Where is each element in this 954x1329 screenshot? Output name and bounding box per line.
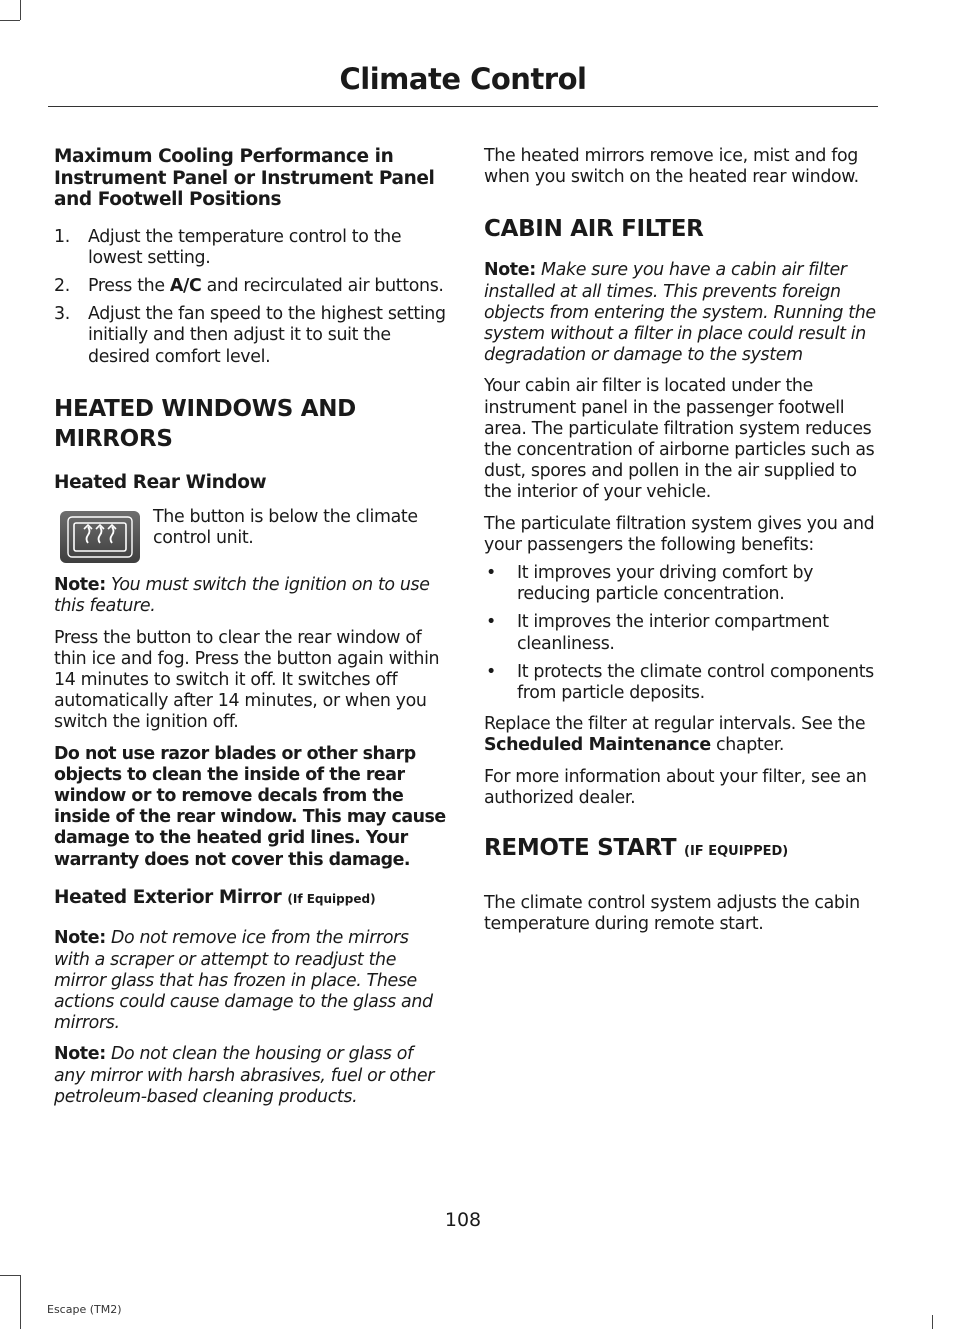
- rear-defrost-icon: [60, 511, 140, 563]
- note-text: You must switch the ignition on to use this feature.: [54, 575, 430, 617]
- cabin-filter-more-info: For more information about your filter, see an authorized dealer.: [484, 766, 867, 808]
- step-text: Press the: [88, 275, 170, 296]
- scheduled-maintenance-ref: Scheduled Maintenance: [484, 735, 711, 756]
- note-text: Do not remove ice from the mirrors with a scraper or attempt to readjust the mirror glass that has frozen in place. These actions could cause damage to the glass and mirrors.: [54, 928, 433, 1034]
- step-number: 3.: [54, 304, 70, 325]
- page-number: 108: [444, 1209, 482, 1231]
- exterior-mirror-title: Heated Exterior Mirror: [54, 886, 282, 908]
- if-equipped-tag: (IF EQUIPPED): [684, 844, 789, 860]
- note-text: Do not clean the housing or glass of any mirror with harsh abrasives, fuel or other petroleum-based cleaning products.: [54, 1044, 435, 1107]
- bullet-text: It improves your driving comfort by reducing particle concentration.: [517, 563, 814, 605]
- rear-window-icon-text: The button is below the climate control unit.: [153, 507, 418, 549]
- ac-button-label: A/C: [169, 275, 202, 296]
- remote-start-heading: [484, 833, 876, 867]
- footer-model: Escape (TM2): [47, 1303, 122, 1316]
- crop-mark: [20, 1275, 21, 1329]
- cabin-filter-replace: [484, 714, 876, 756]
- note-text: Make sure you have a cabin air filter installed at all times. This prevents foreign objects from entering the system. Running the system without a filter in place could result in degradation or damage to the system: [484, 260, 876, 366]
- note-label: Note:: [484, 260, 536, 281]
- bullet-text: It improves the interior compartment cleanliness.: [517, 612, 829, 654]
- exterior-mirror-note-2: [54, 1044, 446, 1108]
- max-cooling-heading: Maximum Cooling Performance in Instrument Panel or Instrument Panel and Footwell Positions: [54, 146, 435, 210]
- cabin-filter-heading: CABIN AIR FILTER: [484, 216, 704, 243]
- rear-window-body: Press the button to clear the rear window of thin ice and fog. Press the button again within 14 minutes to switch it off. It switches off automatically after 14 minutes, or when you switch the ignition off.: [54, 627, 440, 733]
- crop-mark: [20, 0, 21, 20]
- note-label: Note:: [54, 928, 106, 949]
- list-item: [54, 276, 446, 297]
- bullet: •: [486, 661, 496, 682]
- page-title: Climate Control: [339, 62, 587, 96]
- cabin-filter-benefits-intro: The particulate filtration system gives you and your passengers the following benefits:: [484, 513, 875, 555]
- replace-text: chapter.: [710, 735, 785, 756]
- crop-mark: [932, 1315, 933, 1329]
- rear-window-note: [54, 575, 446, 617]
- note-label: Note:: [54, 575, 106, 596]
- list-item: [484, 563, 876, 605]
- cabin-filter-location: Your cabin air filter is located under the instrument panel in the passenger footwell area. The particulate filtration system reduces the concentration of airborne particles such as dust, spores and pollen in the air supplied to the interior of your vehicle.: [484, 376, 875, 503]
- title-divider: [48, 106, 878, 107]
- step-number: 2.: [54, 275, 70, 296]
- right-column: [484, 146, 876, 945]
- remote-start-title: REMOTE START: [484, 835, 677, 862]
- rear-window-icon-row: [54, 507, 446, 565]
- bullet-text: It protects the climate control components from particle deposits.: [517, 661, 874, 704]
- rear-window-heading: Heated Rear Window: [54, 471, 267, 493]
- exterior-mirror-note-1: [54, 928, 446, 1034]
- remote-start-body: The climate control system adjusts the cabin temperature during remote start.: [484, 893, 860, 935]
- list-item: [54, 304, 446, 368]
- cabin-filter-note: [484, 260, 876, 366]
- list-item: [54, 227, 446, 269]
- bullet: •: [486, 612, 496, 633]
- step-text: Adjust the fan speed to the highest setting initially and then adjust it to suit the desired comfort level.: [88, 304, 446, 367]
- note-label: Note:: [54, 1044, 106, 1065]
- list-item: [484, 662, 876, 704]
- crop-mark: [0, 20, 20, 21]
- max-cooling-steps: [54, 227, 446, 368]
- cabin-filter-benefits: [484, 563, 876, 704]
- rear-window-warning: Do not use razor blades or other sharp objects to clean the inside of the rear window or to remove decals from the inside of the rear window. This may cause damage to the heated grid lines. Your warranty does not cover this damage.: [54, 743, 446, 870]
- heated-windows-heading: HEATED WINDOWS AND MIRRORS: [54, 395, 356, 452]
- bullet: •: [486, 563, 496, 584]
- replace-text: Replace the filter at regular intervals. See the: [484, 714, 866, 735]
- exterior-mirror-heading: [54, 887, 446, 911]
- step-text: Adjust the temperature control to the lowest setting.: [88, 226, 402, 268]
- crop-mark: [0, 1275, 20, 1276]
- heated-mirrors-text: The heated mirrors remove ice, mist and fog when you switch on the heated rear window.: [484, 146, 859, 188]
- list-item: [484, 612, 876, 654]
- step-number: 1.: [54, 226, 70, 247]
- step-text: and recirculated air buttons.: [201, 275, 444, 296]
- if-equipped-tag: (If Equipped): [287, 891, 376, 906]
- left-column: [54, 146, 446, 1118]
